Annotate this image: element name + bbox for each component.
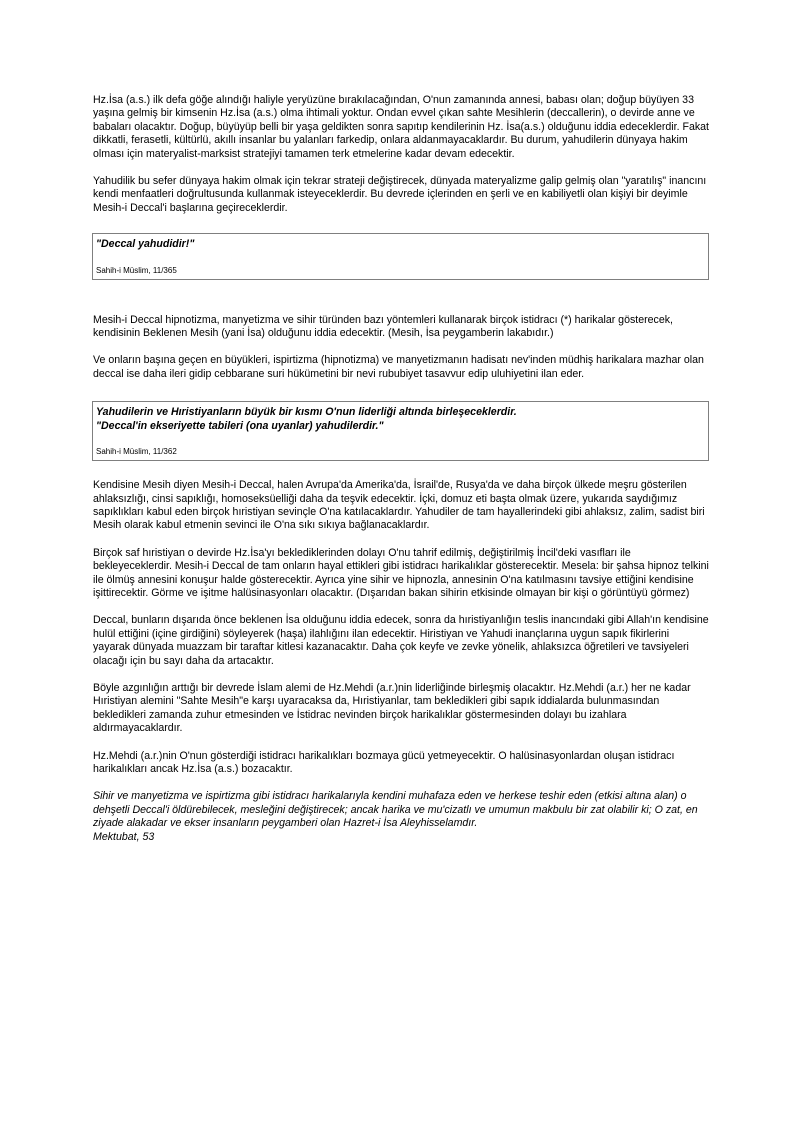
paragraph-4: Ve onların başına geçen en büyükleri, ispirtizma (hipnotizma) ve manyetizmanın hadisatı nev'inden müdhiş harikalara mazhar olan deccal ise daha ileri gidip cebbarane suri hükümetini bir nevi rububiyet tasavvur edip uluhiyetini ilan eder.	[93, 354, 704, 380]
hadith-source: Sahih-i Müslim, 11/365	[96, 265, 177, 275]
paragraph-2: Yahudilik bu sefer dünyaya hakim olmak için tekrar strateji değiştirecek, dünyada materyalizme galip gelmiş olan "yaratılış" inancını kendi menfaatleri doğrultusunda kullanmak isteyeceklerdir. Bu devrede içlerinden en şerli ve en kabiliyetli olan kişiyi bir deyimle Mesih-i Deccal'i başlarına geçireceklerdir.	[93, 175, 707, 214]
paragraph-5: Kendisine Mesih diyen Mesih-i Deccal, halen Avrupa'da Amerika'da, İsrail'de, Rusya'da ve daha birçok ülkede meşru gösterilen ahlaksızlığı, cinsi sapıklığı, homoseksüelliği daha da teşvik edecektir. İçki, domuz eti başta olmak üzere, yukarıda saydığımız sapıklıkları kabul eden birçok hıristiyan sevinçle O'na katılacaklardır. Yahudiler de tam hayallerindeki gibi ahlaksız, zalim, sadist biri Mesih olarak kabul etmenin sevinci ile O'na sıkı sıkıya bağlanacaklardır.	[93, 479, 705, 532]
document-body	[93, 94, 709, 844]
paragraph-1: Hz.İsa (a.s.) ilk defa göğe alındığı haliyle yeryüzüne bırakılacağından, O'nun zamanında annesi, babası olan; doğup büyüyen 33 yaşına gelmiş bir kimsenin Hz.İsa (a.s.) olma ihtimali yoktur. Ondan evvel çıkan sahte Mesihlerin (deccallerin), o devirde anne ve babaları olacaktır. Doğup, büyüyüp belli bir yaşa geldikten sonra sapıtıp kendilerinin Hz. İsa(a.s.) olduğunu iddia edeceklerdir. Fakat dikkatli, ferasetli, kültürlü, akıllı insanlar bu yalanları farkedip, onlara aldanmayacaklardır. Bu durum, yahudilerin dünyaya hakim olması için materyalist-marksist stratejiyi tamamen terk etmelerine kadar devam edecektir.	[93, 94, 709, 160]
paragraph-8: Böyle azgınlığın arttığı bir devrede İslam alemi de Hz.Mehdi (a.r.)nin liderliğinde birleşmiş olacaktır. Hz.Mehdi (a.r.) her ne kadar Hıristiyan alemini "Sahte Mesih"e karşı uyaracaksa da, Hıristiyanlar, tam bekledikleri gibi sapık iddialarda bulunmasından bekledikleri zamanda zuhur etmesinden ve İstidrac nevinden birçok harikalıklar göstermesinden dolayı bu izahlara aldırmayacaklardır.	[93, 681, 691, 735]
paragraph-6: Birçok saf hıristiyan o devirde Hz.İsa'yı beklediklerinden dolayı O'nu tahrif edilmiş, değiştirilmiş İncil'deki vasıfları ile bekleyeceklerdir. Mesih-i Deccal de tam onların hayal ettikleri gibi istidracı harikalıklar gösterecektir. Mesela: bir şahsa hipnoz telkini ile ölmüş annesini konuşur halde gösterecektir. Ayrıca yine sihir ve hipnozla, annesinin O'na katılmasını tavsiye ettiğini kendisine işittirecektir. Görme ve işitme halüsinasyonları olacaktır. (Dışarıdan bakan sihirin etkisinde olmayan bir kişi o görüntüyü görmez)	[93, 546, 709, 599]
paragraph-7: Deccal, bunların dışarıda önce beklenen İsa olduğunu iddia edecek, sonra da hıristiyanlığın teslis inancındaki gibi Allah'ın kendisine hulül ettiğini (içine girdiğini) söyleyerek (haşa) ilahlığını ilan edecektir. Hiristiyan ve Yahudi inançlarına uygun sapık fikirlerini yayarak dünyada muazzam bir taraftar kitlesi kazanacaktır. Daha çok keyfe ve zevke yönelik, ahlaksızca öğretileri ve tavsiyeleri olacağı için bu sayı daha da artacaktır.	[93, 614, 709, 667]
closing-quote-source: Mektubat, 53	[93, 830, 155, 843]
hadith-source: Sahih-i Müslim, 11/362	[96, 447, 177, 457]
paragraph-9: Hz.Mehdi (a.r.)nin O'nun gösterdiği istidracı harikalıkları bozmaya gücü yetmeyecektir. O halüsinasyonlardan oluşan istidracı harikalıkları ancak Hz.İsa (a.s.) bozacaktır.	[93, 749, 675, 775]
closing-quote: Sihir ve manyetizma ve ispirtizma gibi istidracı harikalarıyla kendini muhafaza eden ve herkese teshir eden (etkisi altına alan) o dehşetli Deccal'i öldürebilecek, mesleğini değiştirecek; ancak harika ve mu'cizatlı ve umumun makbulu bir zat olabilir ki; O zat, en ziyade alakadar ve ekser insanların peygamberi olan Hazret-i İsa Aleyhisselamdır.	[93, 790, 698, 830]
hadith-quote-box-1	[92, 233, 709, 279]
hadith-quote-text: "Deccal yahudidir!"	[96, 238, 195, 251]
hadith-quote-box-2	[92, 401, 709, 461]
paragraph-3: Mesih-i Deccal hipnotizma, manyetizma ve sihir türünden bazı yöntemleri kullanarak birçok istidracı (*) harikalar gösterecek, kendisinin Beklenen Mesih (yani İsa) olduğunu iddia edecektir. (Mesih, İsa peygamberin lakabıdır.)	[93, 313, 673, 340]
hadith-quote-line-2: "Deccal'in ekseriyette tabileri (ona uyanlar) yahudilerdir."	[96, 419, 384, 432]
hadith-quote-line-1: Yahudilerin ve Hıristiyanların büyük bir kısmı O'nun liderliği altında birleşeceklerdir.	[96, 406, 517, 419]
